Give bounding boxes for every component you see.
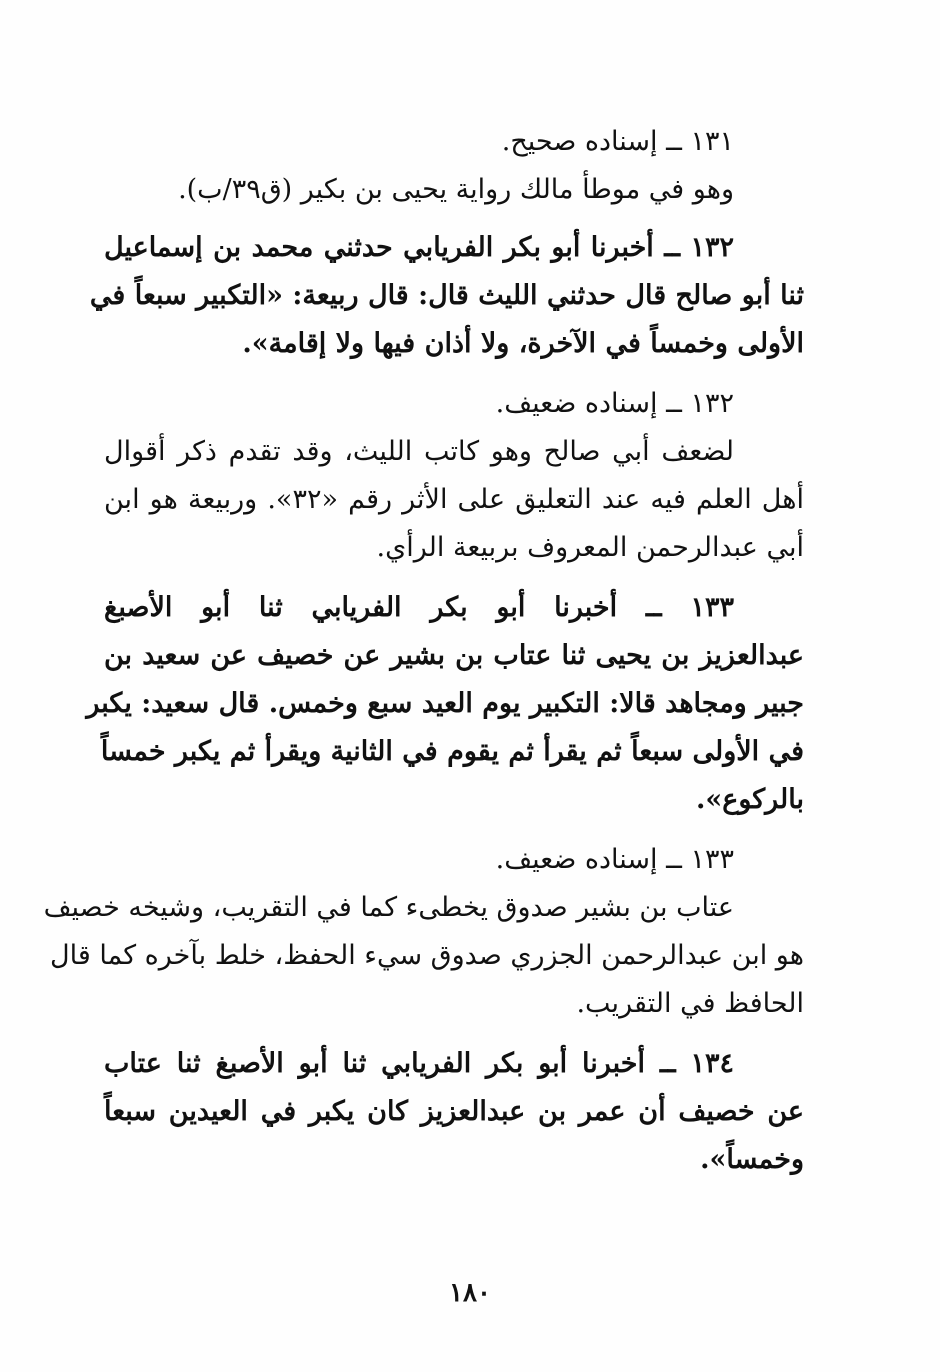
entry-132-heading: ١٣٢ ــ أخبرنا أبو بكر الفريابي حدثني محمد بن إسماعيل bbox=[104, 232, 734, 263]
entry-133-narration bbox=[86, 584, 804, 824]
text-line: لضعف أبي صالح وهو كاتب الليث، وقد تقدم ذكر أقوال bbox=[104, 436, 734, 467]
text-line: عن خصيف أن عمر بن عبدالعزيز كان يكبر في العيدين سبعاً bbox=[104, 1096, 804, 1127]
text-line: هو ابن عبدالرحمن الجزري صدوق سيء الحفظ، خلط بآخره كما قال bbox=[50, 940, 804, 971]
page-text bbox=[43, 118, 804, 1184]
entry-131-commentary bbox=[104, 118, 804, 214]
entry-133-commentary bbox=[43, 836, 804, 1028]
text-line: الأولى وخمساً في الآخرة، ولا أذان فيها ولا إقامة». bbox=[242, 328, 804, 359]
text-line: وخمساً». bbox=[700, 1144, 804, 1175]
text-line: عتاب بن بشير صدوق يخطىء كما في التقريب، وشيخه خصيف bbox=[43, 892, 734, 923]
text-line: أهل العلم فيه عند التعليق على الأثر رقم «٣٢». وربيعة هو ابن bbox=[104, 484, 804, 515]
entry-132-commentary bbox=[104, 380, 804, 572]
entry-133-commentary-heading: ١٣٣ ــ إسناده ضعيف. bbox=[495, 844, 734, 875]
entry-131-heading: ١٣١ ــ إسناده صحيح. bbox=[501, 126, 734, 157]
entry-133-heading: ١٣٣ ــ أخبرنا أبو بكر الفريابي ثنا أبو الأصبغ bbox=[104, 592, 734, 623]
entry-132-narration bbox=[89, 224, 804, 368]
text-line: ثنا أبو صالح قال حدثني الليث قال: قال ربيعة: «التكبير سبعاً في bbox=[89, 280, 804, 311]
text-line: جبير ومجاهد قالا: التكبير يوم العيد سبع وخمس. قال سعيد: يكبر bbox=[86, 688, 804, 719]
text-line: في الأولى سبعاً ثم يقرأ ثم يقوم في الثانية ويقرأ ثم يكبر خمساً bbox=[100, 736, 804, 767]
text-line: أبي عبدالرحمن المعروف بربيعة الرأي. bbox=[376, 532, 804, 563]
text-line: الحافظ في التقريب. bbox=[576, 988, 804, 1019]
text-line: وهو في موطأ مالك رواية يحيى بن بكير (ق٣٩/ب). bbox=[178, 174, 734, 205]
entry-134-narration bbox=[104, 1040, 804, 1184]
entry-132-commentary-heading: ١٣٢ ــ إسناده ضعيف. bbox=[495, 388, 734, 419]
entry-134-heading: ١٣٤ ــ أخبرنا أبو بكر الفريابي ثنا أبو الأصبغ ثنا عتاب bbox=[104, 1048, 734, 1079]
text-line: عبدالعزيز بن يحيى ثنا عتاب بن بشير عن خصيف عن سعيد بن bbox=[104, 640, 804, 671]
page-number: ١٨٠ bbox=[449, 1278, 491, 1308]
text-line: بالركوع». bbox=[695, 784, 804, 815]
